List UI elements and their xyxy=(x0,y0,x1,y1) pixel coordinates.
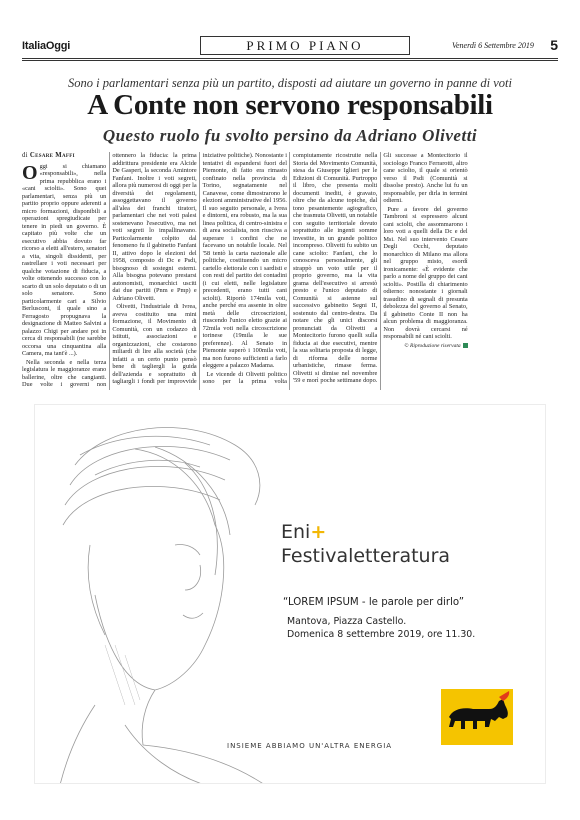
byline-prefix: di xyxy=(22,152,28,159)
article-paragraph: Olivetti, l'industriale di Ivrea, aveva costituito una mini formazione, il Movimento di Comunità, con un codazzo di istituti, associazioni e organizzazioni, che costarono miliardi di lire alla società (che infatti a un certo punto pensò bene di tagliergli la guida dell'azienda e soprattutto di tagliargli i fondi per improvvide iniziative politiche). Nonostante i tentativi di espandersi fuori del Piemonte, di fatto era rimasto confinato nella provincia di Torino, segnatamente nel Canavese, come dimostrarono le elezioni amministrative del 1956. Il suo seguito personale, a Ivrea e dintorni, era robusto, ma la sua linea politica, di centro-sinistra e di area socialista, non riusciva a superare i confini che ne facevano un notabile locale. Nel '58 tentò la carta nazionale alle politiche, costituendo un micro cartello elettorale con i sardisti e con resti del partito dei contadini (i cui eletti, nelle legislature precedenti, erano tutti cani sciolti). Riportò 174mila voti, anche perché era assente in oltre metà delle circoscrizioni, riuscendo l'unico eletto grazie ai 72mila voti nella circoscrizione torinese (19mila le sue preferenze). Al Senato in Piemonte superò i 100mila voti, ma non furono sufficienti a farlo eleggere a palazzo Madama. xyxy=(112,152,287,385)
issue-date: Venerdì 6 Settembre 2019 xyxy=(452,41,534,50)
article-body xyxy=(22,152,558,390)
newspaper-logo: ItaliaOggi xyxy=(22,40,71,52)
article-paragraph: Oggi si chiamano «responsabili», nella prima repubblica erano i «cani sciolti». Sono quei parlamentari, senza più un partito proprio oppure aderenti a micro formazioni, disponibili a operazioni spregiudicate per tenere in piedi un governo. È capitato più volte che un esecutivo abbia dovuto far ricorso a eletti all'estero, senatori a vita, singoli dissidenti, per rastrellare i voti necessari per qualche votazione di fiducia, a volte ottenendo successo con lo scarto di un solo deputato o di un solo senatore. Sono particolarmente cari a Silvio Berlusconi, il quale sino a Ferragosto propugnava la designazione di Matteo Salvini a palazzo Chigi per andare poi in cerca di responsabili (ne sarebbe occorsa una cinquantina alla Camera, ma tant'è ...). xyxy=(22,161,107,357)
article-kicker: Sono i parlamentari senza più un partito, disposti ad aiutare un governo in panne di voti xyxy=(68,76,512,90)
article-paragraph: Nella seconda e nella terza legislatura le maggioranze erano ballerine, oltre che cangianti. Due volte i governi non ottennero la fiducia: la prima addirittura presidente era Alcide De Gasperi, la seconda Amintore Fanfani. Inoltre i voti segreti, allora più numerosi di oggi per la diversità dei regolamenti, assoggettavano il governo all'alea dei franchi tiratori, parlamentari che nei voti palesi sostenevano l'esecutivo, ma nei voti segreti lo impallinavano. Particolarmente colpito dal fenomeno fu il gabinetto Fanfani II, attivo dopo le elezioni del 1958, composto di Dc e Psdi, bisognoso di sostegni esterni. Alla bisogna potevano prestarsi autonomisti, monarchici usciti dai due partiti (Pnm e Pmp) e Adriano Olivetti. xyxy=(22,152,197,388)
ad-brand-festival: Festivaletteratura xyxy=(281,545,451,567)
byline-author: Cesare Maffi xyxy=(29,152,75,159)
article-paragraph: Pure a favore del governo Tambroni si espressero alcuni cani sciolti, che assommarono i loro voti a quelli della Dc e del Msi. Nel suo intervento Cesare Degli Occhi, deputato monarchico di Milano ma allora nel gruppo misto, esordì ironicamente: «È evidente che parlo a nome del gruppo dei cani sciolti». Postilla di chiarimento odierno: nonostante i giornali trasudino di segnali di presunta debolezza del governo al Senato, il gabinetto Conte II non ha alcun problema di maggioranza. Non dovrà cercarsi né responsabili né cani sciolti. xyxy=(383,205,468,340)
page-masthead xyxy=(22,36,558,58)
drop-cap: O xyxy=(22,161,38,184)
six-legged-dog-logo-icon xyxy=(437,687,517,749)
end-mark-icon xyxy=(463,343,468,348)
ad-event-details xyxy=(287,616,475,641)
ad-event-date: Domenica 8 settembre 2019, ore 11.30. xyxy=(287,628,476,640)
article-headline: A Conte non servono responsabili xyxy=(87,89,493,121)
section-label: PRIMO PIANO xyxy=(200,36,410,55)
ad-event-location: Mantova, Piazza Castello. xyxy=(287,616,407,627)
ad-tagline: INSIEME ABBIAMO UN'ALTRA ENERGIA xyxy=(227,742,393,750)
ad-event-title: “LOREM IPSUM - le parole per dirlo” xyxy=(283,597,465,608)
byline xyxy=(22,152,106,160)
masthead-rule xyxy=(22,58,558,59)
article-subheadline: Questo ruolo fu svolto persino da Adriano Olivetti xyxy=(102,126,478,145)
article-paragraph: Le vicende di Olivetti politico sono per la prima volta compiutamente ricostruite nella Storia del Movimento Comunità, stesa da Giuseppe Iglieri per le Edizioni di Comunità. Purtroppo il libro, che presenta molti documenti inediti, è gravato, oltre che da alcune topiche, dal tono pesantemente agiografico, che trasmuta Olivetti, un notabile con seguito territoriale dovuto soprattutto alle ingenti somme investite, in un grande politico incompreso. Olivetti fu subito un cane sciolto: Fanfani, che lo conosceva personalmente, gli strappò un voto utile per il proprio governo, ma la vita grama dell'esecutivo si arrestò presto e l'unico deputato di Comunità si astenne sul successivo gabinetto Segni II, sostenuto dal centro-destra. Da notare che gli unici discorsi pronunciati da Olivetti a Montecitorio furono quelli sulla fiducia ai due esecutivi, mentre la sua solitaria proposta di legge, di riforma delle norme urbanistiche, rimase ferma. Olivetti si dimise nel novembre '59 e morì poche settimane dopo. Gli successe a Montecitorio il sociologo Franco Ferrarotti, altro cane sciolto, il quale si orientò verso il Psdi (Comunità si dissolse presto). Anche lui fu un responsabile, per dirla in termini odierni. xyxy=(202,152,468,385)
plus-icon: + xyxy=(310,521,327,543)
page-number: 5 xyxy=(550,37,558,53)
ad-brand-eni: Eni+ xyxy=(281,521,327,543)
copyright-note: © Riproduzione riservata xyxy=(383,343,467,351)
advertisement[interactable] xyxy=(34,404,546,784)
masthead-rule-thin xyxy=(22,60,558,61)
